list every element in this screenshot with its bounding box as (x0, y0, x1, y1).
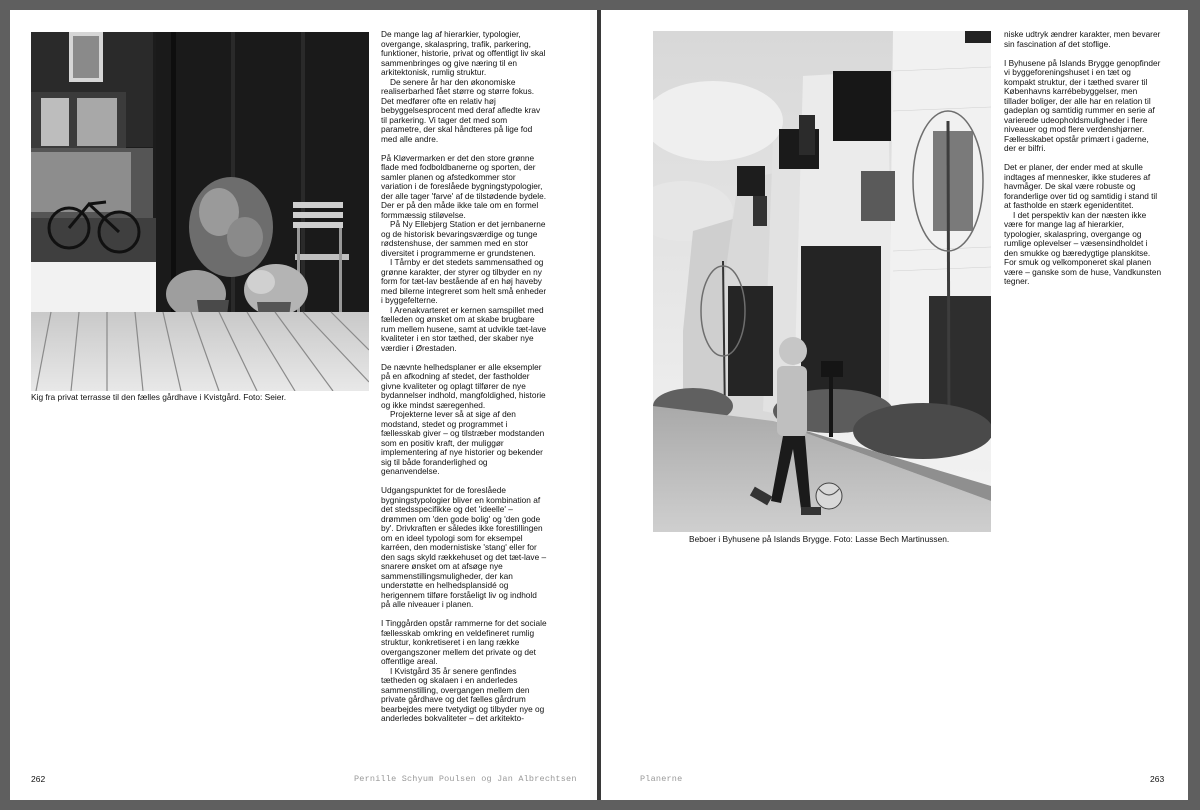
paragraph: I Tårnby er det stedets sammensathed og grønne karakter, der styrer og tilbyder en ny form for tæt-lav bestående af en høj haveby med bilerne integreret som helt små enheder i byggefelterne. (381, 257, 547, 305)
byhusene-photo-graphic (653, 31, 991, 532)
paragraph: De mange lag af hierarkier, typologier, overgange, skalaspring, trafik, parkering, funktioner, historie, privat og offentligt liv skal sammenbringes og give næring til en arkitektonisk, rumlig struktur. (381, 29, 546, 77)
paragraph: På Ny Ellebjerg Station er det jernbanerne og de historisk bevaringsværdige og tunge rødstenshuse, der sammen med en stor diversitet i programmerne er grundstenen. (381, 219, 546, 258)
running-head-section: Planerne (640, 774, 683, 784)
terrace-photo-caption: Kig fra privat terrasse til den fælles gårdhave i Kvistgård. Foto: Seier. (31, 392, 287, 402)
paragraph: I det perspektiv kan der næsten ikke være for mange lag af hierarkier, typologier, skalaspring, overgange og rumlige oplevelser – væsensindholdet i den smukke og bæredygtige planskitse. For smuk og velkomponeret skal planen være – ganske som de huse, Vandkunsten tegner. (1004, 209, 1162, 286)
left-text-column (381, 30, 547, 724)
paragraph: I Byhusene på Islands Brygge genopfinder vi byggeforeningshuset i en tæt og kompakt struktur, der i tæthed svarer til Københavns karrébebyggelser, men tillader boliger, der alle har en relation til gadeplan og samtidig rummer en serie af varierede udeopholdsmuligheder i flere niveauer og mod flere verdenshjørner. Fællesskabet opstår primært i gaderne, der er bilfri. (1004, 57, 1161, 153)
paragraph: niske udtryk ændrer karakter, men bevarer sin fascination af det stoflige. (1004, 29, 1161, 49)
paragraph: I Tinggården opstår rammerne for det sociale fællesskab omkring en veldefineret rumlig struktur, konkretiseret i en lang række overgangszoner mellem det private og det offentlige areal. (381, 618, 547, 666)
right-page (601, 10, 1188, 800)
paragraph: På Kløvermarken er det den store grønne flade med fodboldbanerne og sporten, der samler planen og afstedkommer stor variation i de foreslåede bygningstypologier, der alle tager 'farve' af de tilstødende bydele. Der er på den måde ikke tale om en formel formmæssig stiløvelse. (381, 152, 547, 220)
right-text-column (1004, 30, 1163, 287)
terrace-photo-graphic (31, 32, 369, 391)
paragraph: De senere år har den økonomiske realiserbarhed fået større og større fokus. Det medfører ofte en relativ høj bebyggelsesprocent med deraf afledte krav til parkering. Vi tager det med som parametre, der skal håndteres på lige fod med alle andre. (381, 76, 541, 144)
terrace-photo (31, 32, 369, 391)
paragraph: Udgangspunktet for de foreslåede bygningstypologier bliver en kombination af det stedsspecifikke og det 'ideelle' – drømmen om 'den gode bolig' og 'den gode by'. Drivkraften er således ikke forestillingen om en ideel typologi som for eksempel karréen, den modernistiske 'stang' eller for den sags skyld rækkehuset og det tæt-lave – snarere ønsket om at afsøge nye sammenstillingsmuligheder, der kan understøtte en helhedsplansidé og herigennem tilføre forståeligt liv og indhold på alle niveauer i planen. (381, 485, 547, 609)
left-page (10, 10, 597, 800)
paragraph: I Arenakvarteret er kernen samspillet med fælleden og ønsket om at skabe brugbare rum mellem husene, samt at udvikle tæt-lave kvaliteter i en stor tæthed, der skaber nye værdier i Ørestaden. (381, 304, 547, 353)
paragraph: Projekterne lever så at sige af den modstand, stedet og programmet i fællesskab giver – og tilstræber modstanden som en positiv kraft, der muliggør implementering af nye historier og bekender sig til både foranderlighed og genanvendelse. (381, 409, 545, 476)
paragraph: Det er planer, der ender med at skulle indtages af mennesker, ikke studeres af havmåger. De skal være robuste og foranderlige over tid og samtidig i stand til at fastholde en stærk egenidentitet. (1004, 162, 1158, 210)
running-head-authors: Pernille Schyum Poulsen og Jan Albrechtsen (354, 774, 577, 784)
page-number: 262 (31, 774, 46, 784)
paragraph: I Kvistgård 35 år senere genfindes tætheden og skalaen i en anderledes sammenstilling, overgangen mellem den private gårdhave og det fælles gårdrum bearbejdes mere tvetydigt og tilbyder nye og anderledes bokvaliteter – det arkitekto- (381, 665, 545, 723)
paragraph: De nævnte helhedsplaner er alle eksempler på en afkodning af stedet, der fastholder givne kvaliteter og oplagt tilfører de nye bydannelser indhold, mangfoldighed, historie og ikke mindst særegenhed. (381, 361, 546, 410)
byhusene-photo (653, 31, 991, 532)
page-number: 263 (1150, 774, 1165, 784)
byhusene-photo-caption: Beboer i Byhusene på Islands Brygge. Foto: Lasse Bech Martinussen. (689, 534, 950, 544)
